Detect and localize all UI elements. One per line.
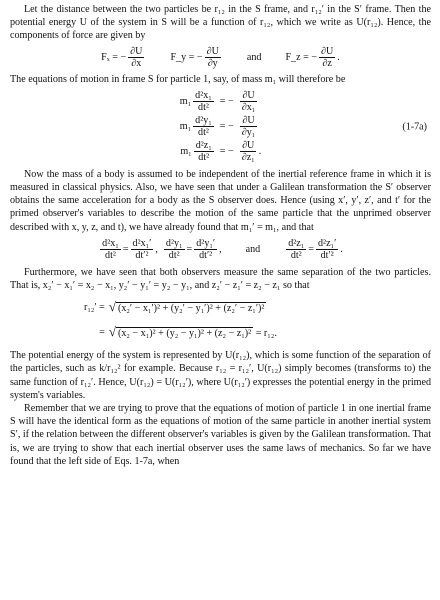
and-word: and xyxy=(245,244,261,256)
motion-equation-z: m₁ $\frac{\text{d²z₁}}{\text{dt²}}$ = − $\frac{\partial U}{\text{∂z₁}}$ . xyxy=(180,139,262,163)
equations-of-motion xyxy=(10,86,431,168)
force-components-equation: Fₓ = − $\frac{\partial U}{\partial x}$ F_y = − $\frac{\partial U}{\partial y}$ and F_z = − $\frac{\partial U}{\partial z}$ . xyxy=(101,46,340,70)
and-word: and xyxy=(246,52,262,63)
fx-lhs: Fₓ = − xyxy=(101,52,127,63)
fz-lhs: F_z = − xyxy=(285,52,318,63)
acceleration-equation: $\frac{\text{d²x₁}}{\text{dt²}}$ = $\frac{\text{d²x₁′}}{\text{dt′²}}$ , $\frac{\text{d²y₁}}{\text{dt²}}$ = $\frac{\text{d²y₁′}}{\text{dt′²}}$ , and $\frac{\text{d²z₁}}{\text{dt²}}$ = $\frac{\text{d²z₁′}}{\text{dt′²}}$ . xyxy=(102,238,343,262)
paragraph-6: Remember that we are trying to prove that the equations of motion of particle 1 in one inertial frame S will have the identical form as the equations of motion of the same particle in another inertial system S′, if the relation between the different observer's variables is given by the Galilean transformation. That is, we are trying to show that each inertial observer uses the same laws of mechanics. So far we have found that the left side of Eqs. 1-7a, when xyxy=(10,403,432,467)
fx-fraction: $\frac{\partial U}{\partial x}$ xyxy=(130,46,143,70)
paragraph-5: The potential energy of the system is represented by U(r₁₂), which is some function of the separation of the particles, such as k/r₁₂² for example. Because r₁₂ = r₁₂′, U(r₁₂) simply becomes (transforms to) the same function of r₁₂′. Hence, U(r₁₂) = U(r₁₂′), where U(r₁₂′) expresses the potential energy in the primed system's variables. xyxy=(10,350,431,401)
fy-lhs: F_y = − xyxy=(170,52,203,63)
paragraph-2: The equations of motion in frame S for particle 1, say, of mass m₁ will therefore be xyxy=(10,73,346,85)
equation-number: (1-7a) xyxy=(402,121,427,133)
fz-fraction: $\frac{\partial U}{\partial z}$ xyxy=(321,46,334,70)
motion-equation-table xyxy=(178,89,263,164)
motion-equation-y: m₁ $\frac{\text{d²y₁}}{\text{dt²}}$ = − $\frac{\partial U}{\text{∂y₁}}$ xyxy=(179,114,256,138)
paragraph-4: Furthermore, we have seen that both observers measure the same separation of the two particles. That is, x₂′ − x₁′ = x₂ − x₁, y₂′ − y₁′ = y₂ − y₁, and z₂′ − z₁′ = z₂ − z₁ so that xyxy=(10,266,431,292)
paragraph-3: Now the mass of a body is assumed to be independent of the inertial reference frame in which it is measured in classical physics. Also, we have seen that under a Galilean transformation the S′ observer obtains the same acceleration for a body as the S observer does. Hence (using x′, y′, z′, and t′ for the primed observer's variables to describe the motion of the same particle that the unprimed observer described with x, y, z, and t), we have already found that m₁′ = m₁, and that xyxy=(10,168,431,233)
motion-equation-x: m₁ $\frac{\text{d²x₁}}{\text{dt²}}$ = − $\frac{\partial U}{\text{∂x₁}}$ xyxy=(179,89,256,113)
fy-fraction: $\frac{\partial U}{\partial y}$ xyxy=(206,46,219,70)
paragraph-1: Let the distance between the two particles be r₁₂ in the S frame, and r₁₂′ in the S′ frame. Then the potential energy U of the system in S will be a function of r₁₂, which we write as U(r₁₂). Hence, the components of force are given by xyxy=(10,4,431,42)
separation-equation xyxy=(10,292,431,349)
separation-equation-table: r₁₂′ = √ (x₂′ − x₁′)² + (y₂′ − y₁′)² + (z₂′ − z₁′)² = √ (x₂ − x₁)² + (y₂ − y₁)² + (z₂ − z₁)² = r₁₂. xyxy=(84,299,277,340)
